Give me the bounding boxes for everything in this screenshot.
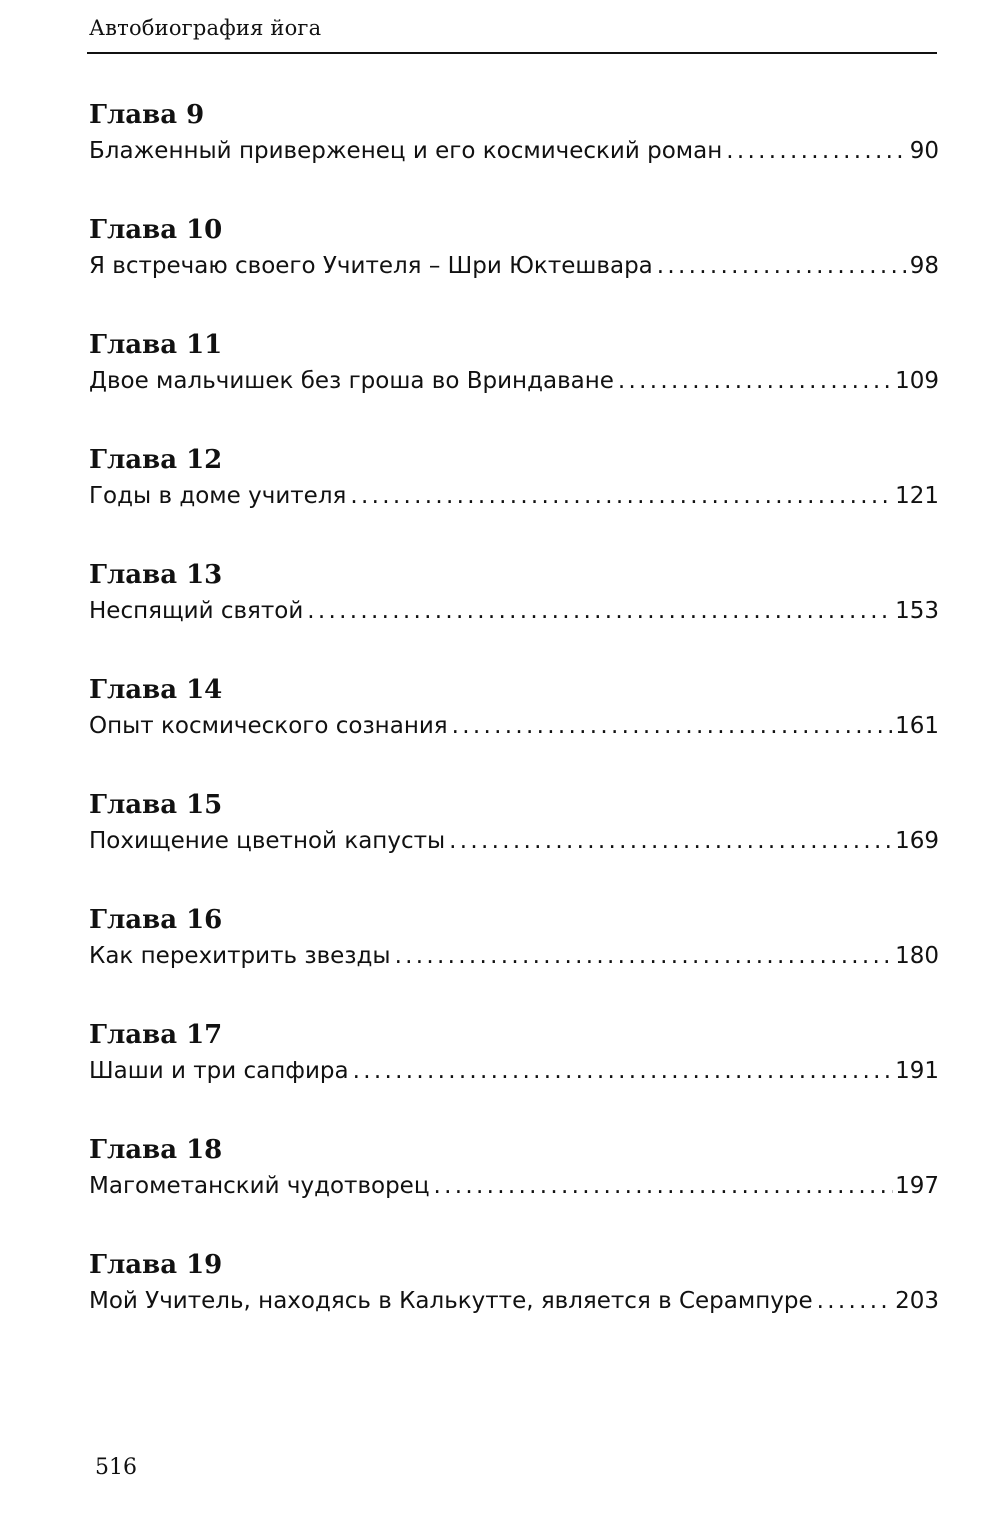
chapter-title: Блаженный приверженец и его космический роман [89, 138, 723, 164]
toc-entry [89, 441, 939, 556]
chapter-heading: Глава 19 [89, 1250, 223, 1280]
dot-leader [449, 824, 893, 858]
chapter-heading: Глава 17 [89, 1020, 223, 1050]
toc-entry [89, 786, 939, 901]
toc-entry [89, 556, 939, 671]
page-reference: 203 [895, 1288, 939, 1314]
page-reference: 90 [909, 138, 939, 164]
dot-leader [395, 939, 894, 973]
chapter-heading: Глава 13 [89, 560, 223, 590]
page-reference: 98 [909, 253, 939, 279]
toc-entry [89, 671, 939, 786]
table-of-contents [89, 96, 939, 1361]
chapter-heading: Глава 14 [89, 675, 223, 705]
running-header: Автобиография йога [89, 16, 322, 40]
page-reference: 153 [895, 598, 939, 624]
chapter-line [89, 939, 939, 973]
chapter-heading: Глава 18 [89, 1135, 223, 1165]
chapter-title: Шаши и три сапфира [89, 1058, 349, 1084]
chapter-line [89, 709, 939, 743]
toc-entry [89, 96, 939, 211]
chapter-heading: Глава 11 [89, 330, 223, 360]
chapter-line [89, 479, 939, 513]
chapter-line [89, 1054, 939, 1088]
dot-leader [307, 594, 893, 628]
chapter-title: Опыт космического сознания [89, 713, 448, 739]
header-rule [87, 52, 937, 54]
dot-leader [618, 364, 893, 398]
page-reference: 121 [895, 483, 939, 509]
chapter-line [89, 1169, 939, 1203]
toc-entry [89, 1246, 939, 1361]
chapter-title: Я встречаю своего Учителя – Шри Юктешвара [89, 253, 653, 279]
chapter-heading: Глава 12 [89, 445, 223, 475]
dot-leader [433, 1169, 893, 1203]
page-reference: 169 [895, 828, 939, 854]
chapter-heading: Глава 10 [89, 215, 223, 245]
chapter-heading: Глава 15 [89, 790, 223, 820]
dot-leader [817, 1284, 893, 1318]
chapter-line [89, 134, 939, 168]
chapter-line [89, 824, 939, 858]
page-reference: 197 [895, 1173, 939, 1199]
chapter-line [89, 1284, 939, 1318]
dot-leader [657, 249, 908, 283]
page-reference: 191 [895, 1058, 939, 1084]
chapter-line [89, 249, 939, 283]
chapter-title: Похищение цветной капусты [89, 828, 446, 854]
dot-leader [726, 134, 907, 168]
toc-entry [89, 1131, 939, 1246]
page-number: 516 [95, 1455, 137, 1480]
chapter-heading: Глава 9 [89, 100, 205, 130]
chapter-heading: Глава 16 [89, 905, 223, 935]
chapter-title: Как перехитрить звезды [89, 943, 391, 969]
chapter-title: Двое мальчишек без гроша во Вриндаване [89, 368, 614, 394]
dot-leader [452, 709, 893, 743]
dot-leader [350, 479, 893, 513]
page-reference: 109 [895, 368, 939, 394]
chapter-line [89, 594, 939, 628]
chapter-title: Неспящий святой [89, 598, 304, 624]
toc-entry [89, 901, 939, 1016]
page-reference: 161 [895, 713, 939, 739]
dot-leader [353, 1054, 894, 1088]
chapter-line [89, 364, 939, 398]
page-reference: 180 [895, 943, 939, 969]
chapter-title: Магометанский чудотворец [89, 1173, 430, 1199]
toc-entry [89, 326, 939, 441]
chapter-title: Мой Учитель, находясь в Калькутте, является в Серампуре [89, 1288, 813, 1314]
chapter-title: Годы в доме учителя [89, 483, 347, 509]
toc-entry [89, 211, 939, 326]
toc-entry [89, 1016, 939, 1131]
